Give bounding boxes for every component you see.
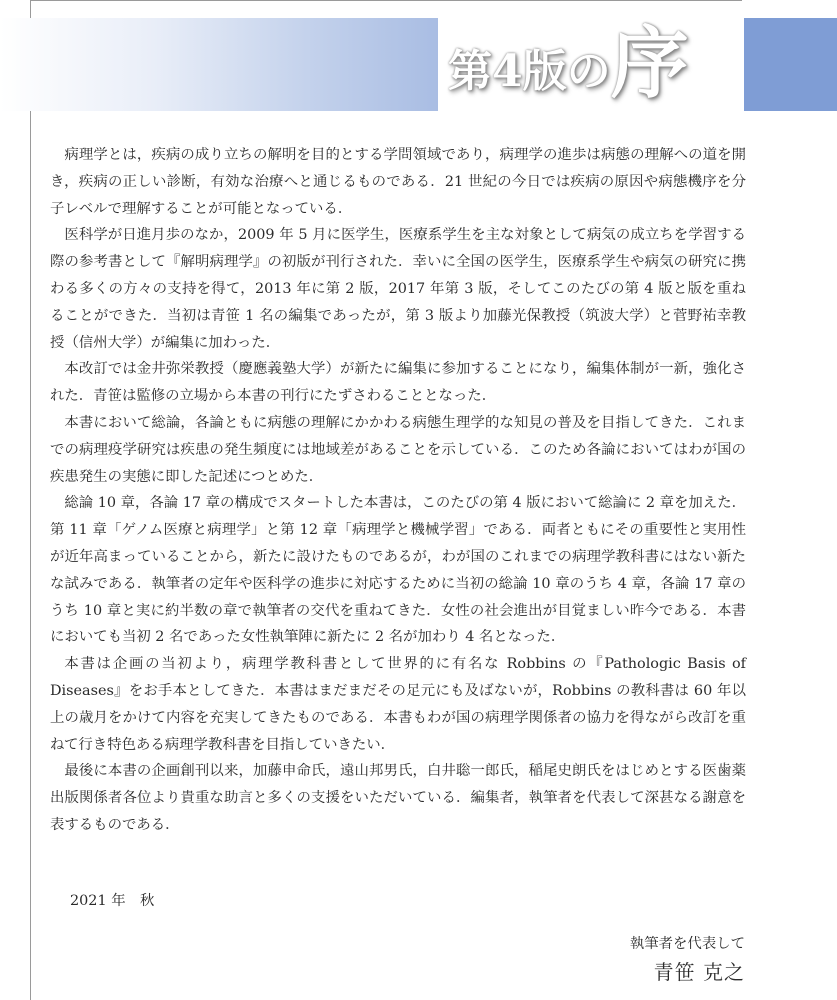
paragraph-6: 本書は企画の当初より，病理学教科書として世界的に有名な Robbins の『Pathologic Basis of Diseases』をお手本としてきた．本書はまだまだその足元にも及ばないが，Robbins の教科書は 60 年以上の歳月をかけて内容を充実してきたものである．本書もわが国の病理学関係者の協力を得ながら改訂を重ねて行き特色ある病理学教科書を目指していきたい． [50, 656, 746, 753]
page-margin-rule [30, 0, 31, 1000]
page-title [448, 14, 689, 114]
paragraph-4: 本書において総論，各論ともに病態の理解にかかわる病態生理学的な知見の普及を目指してきた．これまでの病理疫学研究は疾患の発生頻度には地域差があることを示している．このため各論においてはわが国の疾患発生の実態に即した記述につとめた． [50, 414, 746, 485]
preface-body [50, 142, 746, 839]
paragraph-5: 総論 10 章，各論 17 章の構成でスタートした本書は，このたびの第 4 版において総論に 2 章を加えた．第 11 章「ゲノム医療と病理学」と第 12 章「病理学と機械学習」である．両者ともにその重要性と実用性が近年高まっていることから，新たに設けたものであるが，わが国のこれまでの病理学教科書にはない新たな試みである．執筆者の定年や医科学の進歩に対応するために当初の総論 10 章のうち 4 章，各論 17 章のうち 10 章と実に約半数の章で執筆者の交代を重ねてきた．女性の社会進出が目覚ましい昨今である．本書においても当初 2 名であった女性執筆陣に新たに 2 名が加わり 4 名となった． [50, 495, 746, 646]
title-main: 序 [610, 18, 689, 109]
paragraph-3: 本改訂では金井弥栄教授（慶應義塾大学）が新たに編集に参加することになり，編集体制が一新，強化された．青笹は監修の立場から本書の刊行にたずさわることとなった． [50, 361, 746, 405]
signature-name: 青笹 克之 [653, 960, 745, 984]
header-gradient-band [0, 18, 438, 111]
signature-role: 執筆者を代表して [629, 936, 745, 952]
paragraph-2: 医科学が日進月歩のなか，2009 年 5 月に医学生，医療系学生を主な対象として病気の成立ちを学習する際の参考書として『解明病理学』の初版が刊行された．幸いに全国の医学生，医療系学生や病気の研究に携わる多くの方々の支持を得て，2013 年に第 2 版，2017 年第 3 版，そしてこのたびの第 4 版と版を重ねることができた．当初は青笹 1 名の編集であったが，第 3 版より加藤光保教授（筑波大学）と菅野祐幸教授（信州大学）が編集に加わった． [50, 227, 746, 351]
page-top-rule [30, 0, 742, 1]
title-suffix: 版の [522, 46, 611, 97]
title-number: 4 [492, 46, 523, 97]
paragraph-7: 最後に本書の企画創刊以来，加藤申命氏，遠山邦男氏，白井聡一郎氏，稲尾史朗氏をはじめとする医歯薬出版関係者各位より貴重な助言と多くの支援をいただいている．編集者，執筆者を代表して深甚なる謝意を表するものである． [50, 763, 746, 833]
header-accent-block [744, 18, 837, 111]
paragraph-1: 病理学とは，疾病の成り立ちの解明を目的とする学問領域であり，病理学の進歩は病態の理解への道を開き，疾病の正しい診断，有効な治療へと通じるものである．21 世紀の今日では疾病の原因や病態機序を分子レベルで理解することが可能となっている． [50, 147, 746, 217]
title-prefix: 第 [448, 46, 492, 97]
preface-date: 2021 年 秋 [70, 893, 155, 909]
